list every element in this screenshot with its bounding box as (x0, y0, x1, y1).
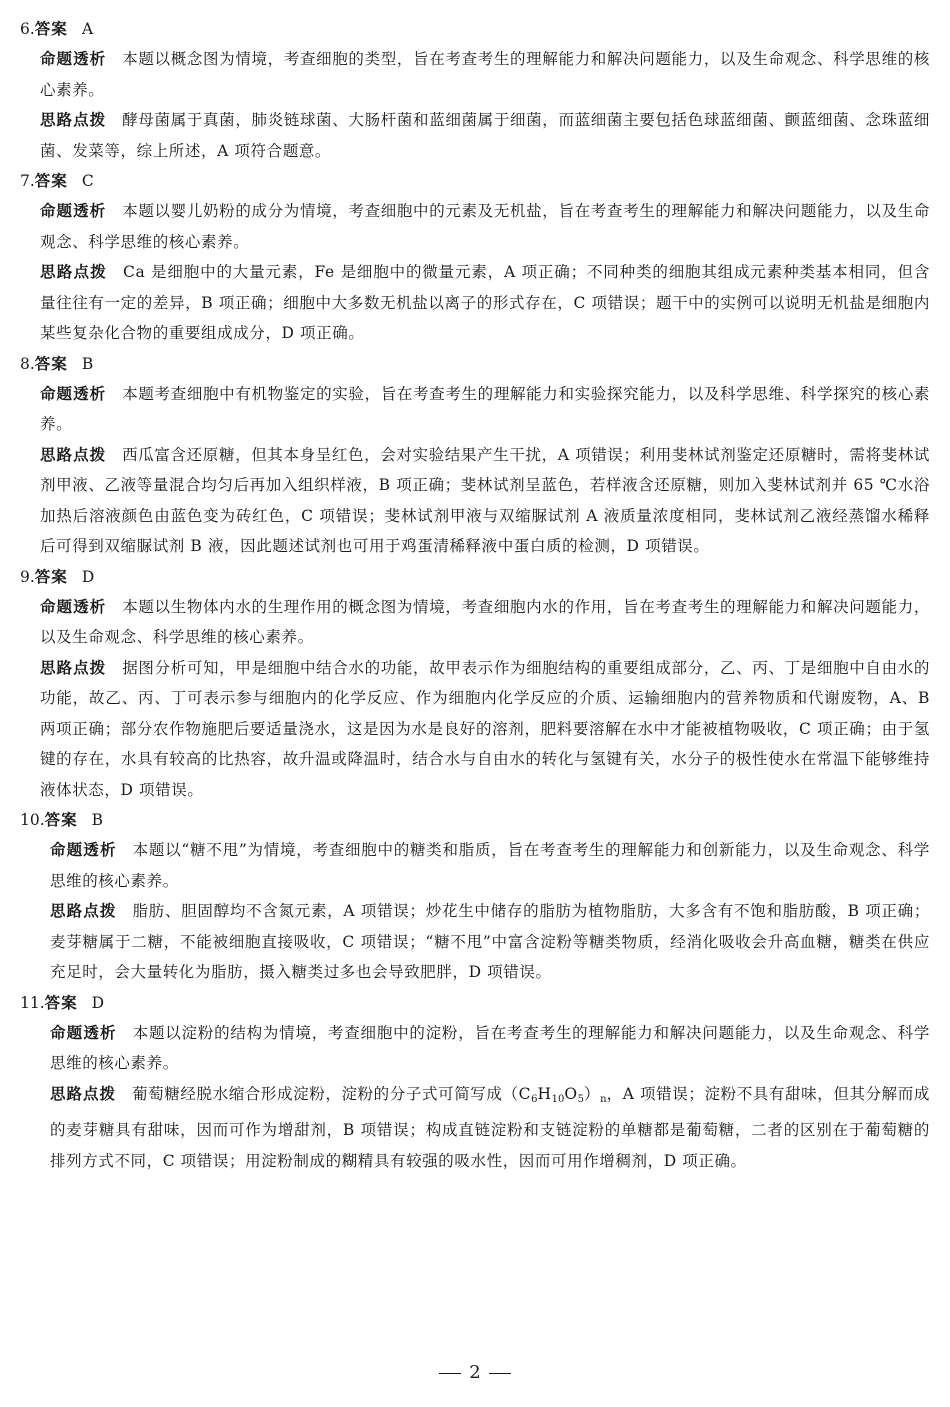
answer-value: D (91, 993, 105, 1012)
answer-label: 答案 (44, 811, 78, 829)
question-number: 6. (20, 20, 35, 38)
answer-value: A (81, 20, 94, 38)
question-number: 11. (20, 993, 45, 1012)
formula-subscript: 10 (551, 1093, 565, 1105)
formula-subscript: 5 (577, 1093, 585, 1105)
question-10 (20, 805, 930, 988)
analysis-label: 命题透析 (40, 202, 107, 220)
thinking-paragraph (20, 896, 930, 988)
answer-label: 答案 (34, 20, 68, 38)
thinking-label: 思路点拨 (40, 658, 107, 677)
thinking-paragraph (20, 1079, 930, 1177)
analysis-label: 命题透析 (40, 50, 107, 68)
answer-label: 答案 (34, 354, 68, 373)
answer-line (20, 349, 930, 379)
formula-element: H (537, 1084, 552, 1103)
formula-element: O (564, 1084, 578, 1103)
analysis-text: 本题考查细胞中有机物鉴定的实验，旨在考查考生的理解能力和实验探究能力，以及科学思维、科学探究的核心素养。 (40, 384, 930, 433)
analysis-paragraph (20, 835, 930, 896)
page-number: 2 (469, 1362, 481, 1383)
footer-dash-left (439, 1373, 461, 1374)
formula-subscript: n (600, 1093, 607, 1105)
question-11 (20, 988, 930, 1177)
thinking-text-after: ，A 项错误；淀粉不具有甜味，但其分解而成的麦芽糖具有甜味，因而可作为增甜剂，B 项错误；构成直链淀粉和支链淀粉的单糖都是葡萄糖，二者的区别在于葡萄糖的排列方式不同，C 项错误；用淀粉制成的糊精具有较强的吸水性，因而可用作增稠剂，D 项正确。 (50, 1084, 930, 1170)
analysis-label: 命题透析 (40, 597, 107, 616)
footer-dash-right (489, 1373, 511, 1374)
answer-line (20, 166, 930, 196)
thinking-paragraph (20, 653, 930, 806)
analysis-paragraph (20, 44, 930, 105)
thinking-label: 思路点拨 (40, 445, 107, 464)
analysis-text: 本题以婴儿奶粉的成分为情境，考查细胞中的元素及无机盐，旨在考查考生的理解能力和解决问题能力，以及生命观念、科学思维的核心素养。 (40, 202, 930, 251)
answer-value: D (81, 567, 95, 586)
analysis-label: 命题透析 (50, 1023, 117, 1042)
thinking-text: 西瓜富含还原糖，但其本身呈红色，会对实验结果产生干扰，A 项错误；利用斐林试剂鉴定还原糖时，需将斐林试剂甲液、乙液等量混合均匀后再加入组织样液，B 项正确；斐林试剂呈蓝色，若样液含还原糖，则加入斐林试剂并 65 ℃水浴加热后溶液颜色由蓝色变为砖红色，C 项错误；斐林试剂甲液与双缩脲试剂 A 液质量浓度相同，斐林试剂乙液经蒸馏水稀释后可得到双缩脲试剂 B 液，因此题述试剂也可用于鸡蛋清稀释液中蛋白质的检测，D 项错误。 (40, 445, 930, 555)
analysis-text: 本题以“糖不甩”为情境，考查细胞中的糖类和脂质，旨在考查考生的理解能力和创新能力，以及生命观念、科学思维的核心素养。 (50, 841, 930, 890)
analysis-label: 命题透析 (50, 841, 117, 859)
thinking-paragraph (20, 257, 930, 349)
thinking-label: 思路点拨 (50, 902, 117, 920)
analysis-paragraph (20, 379, 930, 440)
thinking-text: Ca 是细胞中的大量元素，Fe 是细胞中的微量元素，A 项正确；不同种类的细胞其组成元素种类基本相同，但含量往往有一定的差异，B 项正确；细胞中大多数无机盐以离子的形式存在，C 项错误；题干中的实例可以说明无机盐是细胞内某些复杂化合物的重要组成成分，D 项正确。 (40, 263, 930, 342)
thinking-label: 思路点拨 (50, 1084, 117, 1103)
answer-label: 答案 (34, 172, 68, 190)
question-number: 9. (20, 567, 35, 586)
formula-subscript: 6 (531, 1093, 538, 1105)
answer-label: 答案 (34, 567, 68, 586)
analysis-text: 本题以概念图为情境，考查细胞的类型，旨在考查考生的理解能力和解决问题能力，以及生命观念、科学思维的核心素养。 (40, 50, 930, 99)
analysis-label: 命题透析 (40, 384, 107, 403)
analysis-text: 本题以生物体内水的生理作用的概念图为情境，考查细胞内水的作用，旨在考查考生的理解能力和解决问题能力，以及生命观念、科学思维的核心素养。 (40, 597, 930, 646)
answer-line (20, 988, 930, 1018)
question-7 (20, 166, 930, 349)
question-9 (20, 562, 930, 806)
thinking-paragraph (20, 105, 930, 166)
formula-bracket: ） (584, 1084, 601, 1103)
thinking-paragraph (20, 440, 930, 562)
answer-line (20, 562, 930, 592)
question-6 (20, 14, 930, 166)
answer-value: C (81, 172, 94, 190)
analysis-paragraph (20, 592, 930, 653)
answer-value: B (81, 354, 94, 373)
answer-label: 答案 (44, 993, 78, 1012)
question-number: 8. (20, 354, 35, 373)
thinking-text-before: 葡萄糖经脱水缩合形成淀粉，淀粉的分子式可简写成（C (132, 1084, 532, 1103)
question-number: 7. (20, 172, 35, 190)
page-footer (0, 1360, 950, 1386)
answer-value: B (91, 811, 104, 829)
answer-line (20, 805, 930, 835)
thinking-text: 据图分析可知，甲是细胞中结合水的功能，故甲表示作为细胞结构的重要组成部分，乙、丙、丁是细胞中自由水的功能，故乙、丙、丁可表示参与细胞内的化学反应、作为细胞内化学反应的介质、运输细胞内的营养物质和代谢废物，A、B 两项正确；部分农作物施肥后要适量浇水，这是因为水是良好的溶剂，肥料要溶解在水中才能被植物吸收，C 项正确；由于氢键的存在，水具有较高的比热容，故升温或降温时，结合水与自由水的转化与氢键有关，水分子的极性使水在常温下能够维持液体状态，D 项错误。 (40, 658, 930, 799)
analysis-paragraph (20, 196, 930, 257)
question-8 (20, 349, 930, 562)
analysis-text: 本题以淀粉的结构为情境，考查细胞中的淀粉，旨在考查考生的理解能力和解决问题能力，以及生命观念、科学思维的核心素养。 (50, 1023, 930, 1072)
thinking-label: 思路点拨 (40, 263, 107, 281)
thinking-text: 脂肪、胆固醇均不含氮元素，A 项错误；炒花生中储存的脂肪为植物脂肪，大多含有不饱和脂肪酸，B 项正确；麦芽糖属于二糖，不能被细胞直接吸收，C 项错误；“糖不甩”中富含淀粉等糖类物质，经消化吸收会升高血糖，糖类在供应充足时，会大量转化为脂肪，摄入糖类过多也会导致肥胖，D 项错误。 (50, 902, 930, 981)
thinking-label: 思路点拨 (40, 111, 107, 129)
question-number: 10. (20, 811, 45, 829)
answer-line (20, 14, 930, 44)
thinking-text: 酵母菌属于真菌，肺炎链球菌、大肠杆菌和蓝细菌属于细菌，而蓝细菌主要包括色球蓝细菌、颤蓝细菌、念珠蓝细菌、发菜等，综上所述，A 项符合题意。 (40, 111, 930, 160)
analysis-paragraph (20, 1018, 930, 1079)
